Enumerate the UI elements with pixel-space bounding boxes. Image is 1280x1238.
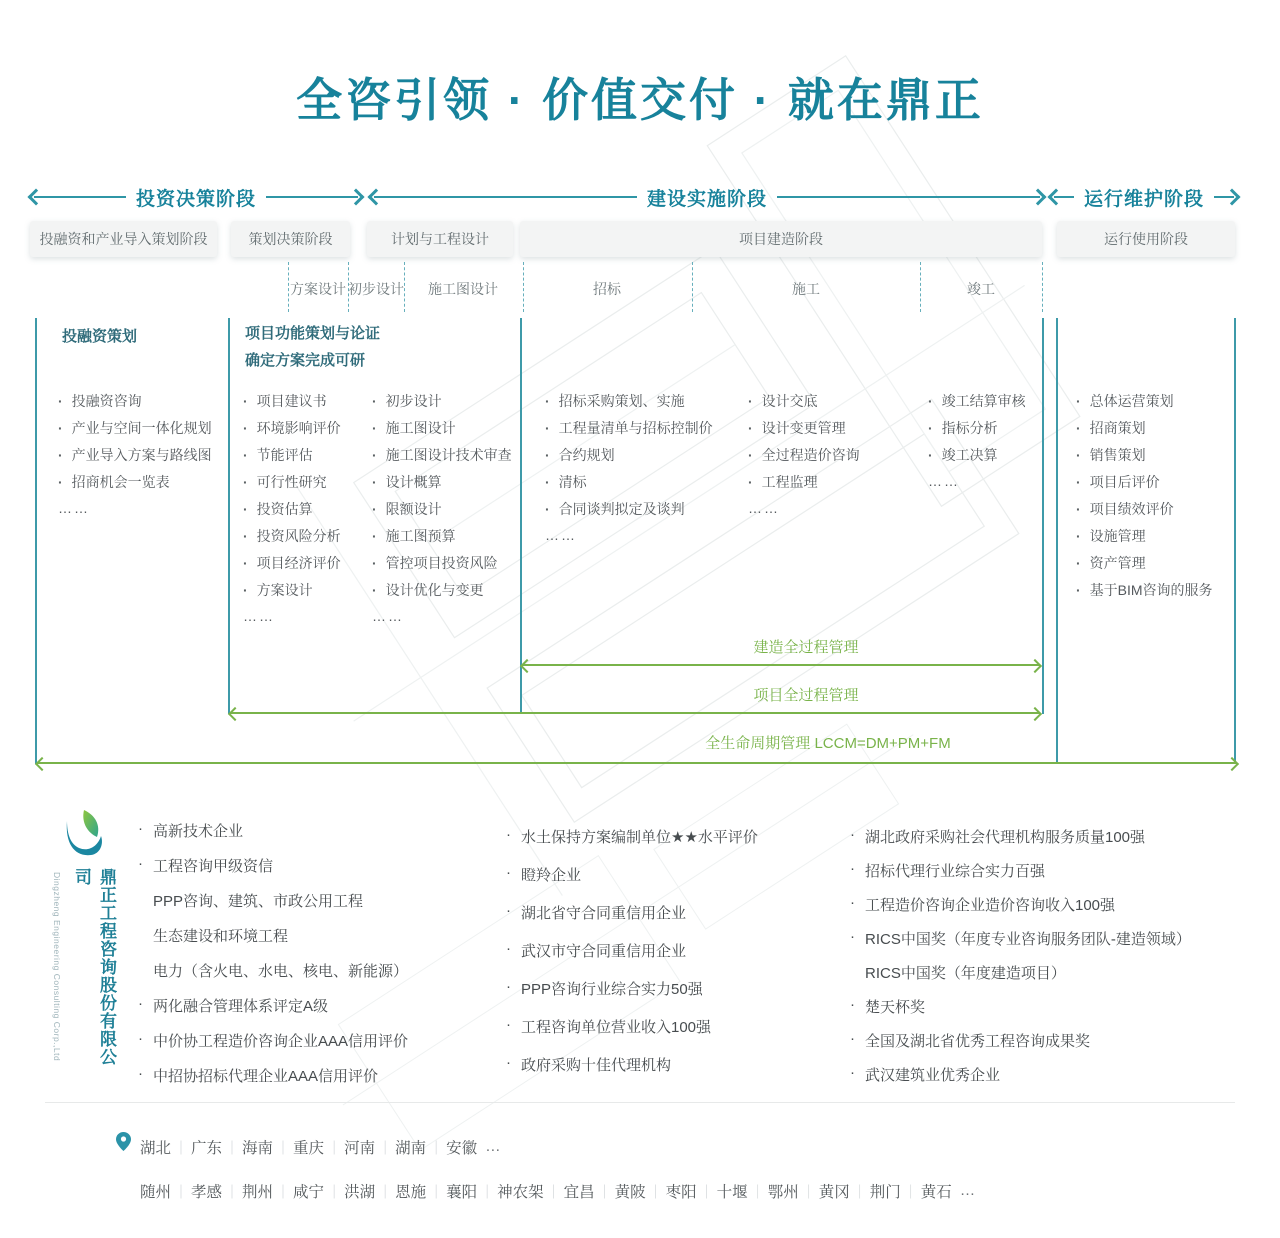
arrow-right-icon bbox=[348, 189, 365, 206]
service-item: · 设施管理 bbox=[1076, 523, 1213, 550]
qualification-item: · 武汉市守合同重信用企业 bbox=[506, 940, 687, 960]
section-line bbox=[1042, 318, 1044, 714]
qualification-item: RICS中国奖（年度建造项目） bbox=[850, 962, 1191, 983]
qualifications-column-1 bbox=[138, 820, 408, 1100]
qualification-item: · 水土保持方案编制单位★★水平评价 bbox=[506, 826, 758, 846]
phase-box-design: 计划与工程设计 bbox=[367, 221, 513, 257]
service-item: · 招商策划 bbox=[1076, 415, 1213, 442]
service-item: · 设计概算 bbox=[372, 469, 512, 496]
section-line bbox=[520, 318, 522, 714]
service-header-line: 项目功能策划与论证 bbox=[245, 325, 381, 342]
management-arrow-lifecycle bbox=[37, 762, 1237, 764]
arrow-left-icon bbox=[368, 189, 385, 206]
city-item: 荆州 ｜ bbox=[242, 1180, 293, 1202]
qualification-item: 生态建设和环境工程 bbox=[138, 925, 408, 946]
qualification-item: 电力（含火电、水电、核电、新能源） bbox=[138, 960, 408, 981]
bullet: · bbox=[850, 928, 855, 945]
phase-box-operation: 运行使用阶段 bbox=[1057, 221, 1235, 257]
province-list bbox=[140, 1136, 503, 1158]
qualification-item: · 工程咨询甲级资信 bbox=[138, 855, 274, 875]
phase-arrow-label: 运行维护阶段 bbox=[1084, 188, 1205, 210]
service-header-line: 确定方案完成可研 bbox=[245, 352, 366, 369]
bullet bbox=[138, 925, 153, 946]
city-item: 孝感 ｜ bbox=[191, 1180, 242, 1202]
location-pin-icon bbox=[116, 1132, 131, 1151]
arrow-left-icon bbox=[1048, 189, 1065, 206]
service-item: · 投资风险分析 bbox=[243, 523, 341, 550]
bullet: · bbox=[138, 820, 143, 837]
company-logo-icon bbox=[57, 808, 107, 864]
bullet: · bbox=[138, 995, 143, 1012]
city-item: 随州 ｜ bbox=[140, 1180, 191, 1202]
section-line bbox=[35, 318, 37, 764]
more-ellipsis: … bbox=[485, 1138, 503, 1155]
service-item: · 指标分析 bbox=[928, 415, 1026, 442]
company-name-english: Dingzheng Engineering Consulting Corp.,Ltd bbox=[52, 872, 62, 1062]
city-item: 神农架 ｜ bbox=[497, 1180, 564, 1202]
province-item: 湖南 ｜ bbox=[395, 1136, 446, 1158]
bullet: · bbox=[850, 1030, 855, 1047]
more-ellipsis: …… bbox=[928, 473, 960, 489]
bullet: · bbox=[850, 860, 855, 877]
service-item: · 项目后评价 bbox=[1076, 469, 1213, 496]
service-item: · 竣工结算审核 bbox=[928, 388, 1026, 415]
province-item: 河南 ｜ bbox=[344, 1136, 395, 1158]
city-item: 枣阳 ｜ bbox=[666, 1180, 717, 1202]
city-item: 宜昌 ｜ bbox=[564, 1180, 615, 1202]
section-line bbox=[1056, 318, 1058, 764]
subphase-label-complete: 竣工 bbox=[967, 281, 995, 297]
service-column-operation bbox=[1076, 388, 1213, 608]
phase-box-financing: 投融资和产业导入策划阶段 bbox=[30, 221, 217, 257]
service-item: · 项目绩效评价 bbox=[1076, 496, 1213, 523]
service-item: · 招标采购策划、实施 bbox=[545, 388, 713, 415]
service-column-financing bbox=[58, 388, 212, 516]
service-column-completion bbox=[928, 388, 1026, 489]
management-arrow-project bbox=[230, 712, 1040, 714]
service-item: · 施工图预算 bbox=[372, 523, 512, 550]
province-item: 安徽 bbox=[446, 1140, 478, 1157]
service-item: · 工程量清单与招标控制价 bbox=[545, 415, 713, 442]
bullet: · bbox=[850, 894, 855, 911]
bullet: · bbox=[506, 978, 511, 995]
service-column-header: 投融资策划 bbox=[62, 328, 138, 345]
management-arrow-build bbox=[522, 664, 1040, 666]
service-item: · 可行性研究 bbox=[243, 469, 341, 496]
service-item: · 产业与空间一体化规划 bbox=[58, 415, 212, 442]
province-item: 广东 ｜ bbox=[191, 1136, 242, 1158]
qualification-item: · 工程咨询单位营业收入100强 bbox=[506, 1016, 712, 1036]
city-item: 荆门 ｜ bbox=[870, 1180, 921, 1202]
more-ellipsis: …… bbox=[58, 500, 90, 516]
city-item: 黄冈 ｜ bbox=[819, 1180, 870, 1202]
qualification-item: PPP咨询、建筑、市政公用工程 bbox=[138, 890, 408, 911]
province-item: 海南 ｜ bbox=[242, 1136, 293, 1158]
service-item: · 全过程造价咨询 bbox=[748, 442, 860, 469]
service-column-feasibility bbox=[243, 388, 341, 624]
service-item: · 总体运营策划 bbox=[1076, 388, 1213, 415]
city-item: 襄阳 ｜ bbox=[446, 1180, 497, 1202]
phase-arrow-label: 建设实施阶段 bbox=[647, 188, 768, 210]
management-label-build: 建造全过程管理 bbox=[753, 639, 859, 656]
more-ellipsis: …… bbox=[243, 608, 275, 624]
qualifications-column-3 bbox=[850, 826, 1191, 1098]
section-line bbox=[228, 318, 230, 714]
more-ellipsis: … bbox=[959, 1182, 978, 1199]
service-item: · 招商机会一览表 bbox=[58, 469, 212, 496]
service-column-header bbox=[245, 320, 380, 374]
service-item: · 销售策划 bbox=[1076, 442, 1213, 469]
province-item: 重庆 ｜ bbox=[293, 1136, 344, 1158]
service-item: · 项目经济评价 bbox=[243, 550, 341, 577]
bullet bbox=[138, 960, 153, 981]
city-item: 黄陂 ｜ bbox=[615, 1180, 666, 1202]
bullet: · bbox=[506, 1054, 511, 1071]
management-label-lifecycle: 全生命周期管理 LCCM=DM+PM+FM bbox=[705, 735, 951, 752]
city-list bbox=[140, 1180, 977, 1202]
service-item: · 竣工决算 bbox=[928, 442, 1026, 469]
management-label-project: 项目全过程管理 bbox=[753, 687, 859, 704]
service-column-construction bbox=[748, 388, 860, 516]
page-title: 全咨引领 · 价值交付 · 就在鼎正 bbox=[296, 74, 984, 126]
phase-box-planning: 策划决策阶段 bbox=[231, 221, 350, 257]
qualification-item: · 湖北省守合同重信用企业 bbox=[506, 902, 687, 922]
company-name-vertical: 鼎正工程咨询股份有限公司 bbox=[72, 868, 116, 1066]
bullet: · bbox=[506, 902, 511, 919]
service-item: · 初步设计 bbox=[372, 388, 512, 415]
more-ellipsis: …… bbox=[748, 500, 780, 516]
province-item: 湖北 ｜ bbox=[140, 1136, 191, 1158]
bullet: · bbox=[138, 1065, 143, 1082]
subphase-label-constr: 施工 bbox=[792, 281, 820, 297]
arrow-right-icon bbox=[1224, 189, 1241, 206]
bullet bbox=[138, 890, 153, 911]
more-ellipsis: …… bbox=[372, 608, 404, 624]
service-item: · 清标 bbox=[545, 469, 713, 496]
service-item: · 合约规划 bbox=[545, 442, 713, 469]
service-item: · 资产管理 bbox=[1076, 550, 1213, 577]
service-column-bidding bbox=[545, 388, 713, 543]
bullet: · bbox=[850, 996, 855, 1013]
city-item: 洪湖 ｜ bbox=[344, 1180, 395, 1202]
more-ellipsis: …… bbox=[545, 527, 577, 543]
phase-arrow-operation bbox=[1050, 186, 1238, 208]
bullet: · bbox=[506, 864, 511, 881]
bullet: · bbox=[138, 855, 143, 872]
phase-arrow-investment bbox=[30, 186, 362, 208]
service-item: · 环境影响评价 bbox=[243, 415, 341, 442]
section-line bbox=[1234, 318, 1236, 764]
phase-arrow-label: 投资决策阶段 bbox=[136, 188, 257, 210]
horizontal-divider bbox=[45, 1102, 1235, 1103]
qualification-item: · 招标代理行业综合实力百强 bbox=[850, 860, 1046, 880]
service-item: · 设计交底 bbox=[748, 388, 860, 415]
bullet: · bbox=[850, 1064, 855, 1081]
bullet bbox=[850, 962, 865, 983]
qualifications-column-2 bbox=[506, 826, 758, 1092]
qualification-item: · 瞪羚企业 bbox=[506, 864, 582, 884]
city-item: 咸宁 ｜ bbox=[293, 1180, 344, 1202]
service-item: · 投融资咨询 bbox=[58, 388, 212, 415]
service-item: · 管控项目投资风险 bbox=[372, 550, 512, 577]
city-item: 鄂州 ｜ bbox=[768, 1180, 819, 1202]
qualification-item: · 高新技术企业 bbox=[138, 820, 244, 840]
qualification-item: · 中价协工程造价咨询企业AAA信用评价 bbox=[138, 1030, 409, 1050]
qualification-item: · RICS中国奖（年度专业咨询服务团队-建造领域） bbox=[850, 928, 1191, 948]
phase-box-building: 项目建造阶段 bbox=[520, 221, 1042, 257]
bullet: · bbox=[138, 1030, 143, 1047]
qualification-item: · 政府采购十佳代理机构 bbox=[506, 1054, 672, 1074]
qualification-item: · 武汉建筑业优秀企业 bbox=[850, 1064, 1001, 1084]
city-item: 十堰 ｜ bbox=[717, 1180, 768, 1202]
qualification-item: · PPP咨询行业综合实力50强 bbox=[506, 978, 703, 998]
service-item: · 施工图设计技术审查 bbox=[372, 442, 512, 469]
qualification-item: · 湖北政府采购社会代理机构服务质量100强 bbox=[850, 826, 1146, 846]
service-item: · 节能评估 bbox=[243, 442, 341, 469]
bullet: · bbox=[850, 826, 855, 843]
service-item: · 产业导入方案与路线图 bbox=[58, 442, 212, 469]
service-item: · 设计变更管理 bbox=[748, 415, 860, 442]
city-item: 黄石 bbox=[920, 1184, 952, 1201]
service-item: · 基于BIM咨询的服务 bbox=[1076, 577, 1213, 604]
service-item: · 工程监理 bbox=[748, 469, 860, 496]
service-item: · 方案设计 bbox=[243, 577, 341, 604]
bullet: · bbox=[506, 826, 511, 843]
qualification-item: · 两化融合管理体系评定A级 bbox=[138, 995, 329, 1015]
service-item: · 设计优化与变更 bbox=[372, 577, 512, 604]
bullet: · bbox=[506, 1016, 511, 1033]
service-item: · 投资估算 bbox=[243, 496, 341, 523]
service-item: · 施工图设计 bbox=[372, 415, 512, 442]
service-item: · 合同谈判拟定及谈判 bbox=[545, 496, 713, 523]
service-item: · 项目建议书 bbox=[243, 388, 341, 415]
qualification-item: · 楚天杯奖 bbox=[850, 996, 926, 1016]
subphase-label-prelim: 初步设计 bbox=[348, 281, 404, 297]
bullet: · bbox=[506, 940, 511, 957]
arrow-left-icon bbox=[28, 189, 45, 206]
subphase-label-scheme: 方案设计 bbox=[290, 281, 346, 297]
qualification-item: · 全国及湖北省优秀工程咨询成果奖 bbox=[850, 1030, 1091, 1050]
phase-arrow-construction bbox=[370, 186, 1044, 208]
qualification-item: · 中招协招标代理企业AAA信用评价 bbox=[138, 1065, 379, 1085]
dashed-separator bbox=[692, 262, 693, 312]
subphase-label-drawing: 施工图设计 bbox=[428, 281, 498, 297]
arrow-right-icon bbox=[1030, 189, 1047, 206]
city-item: 恩施 ｜ bbox=[395, 1180, 446, 1202]
service-column-design bbox=[372, 388, 512, 624]
qualification-item: · 工程造价咨询企业造价咨询收入100强 bbox=[850, 894, 1116, 914]
service-item: · 限额设计 bbox=[372, 496, 512, 523]
subphase-label-bidding: 招标 bbox=[593, 281, 621, 297]
